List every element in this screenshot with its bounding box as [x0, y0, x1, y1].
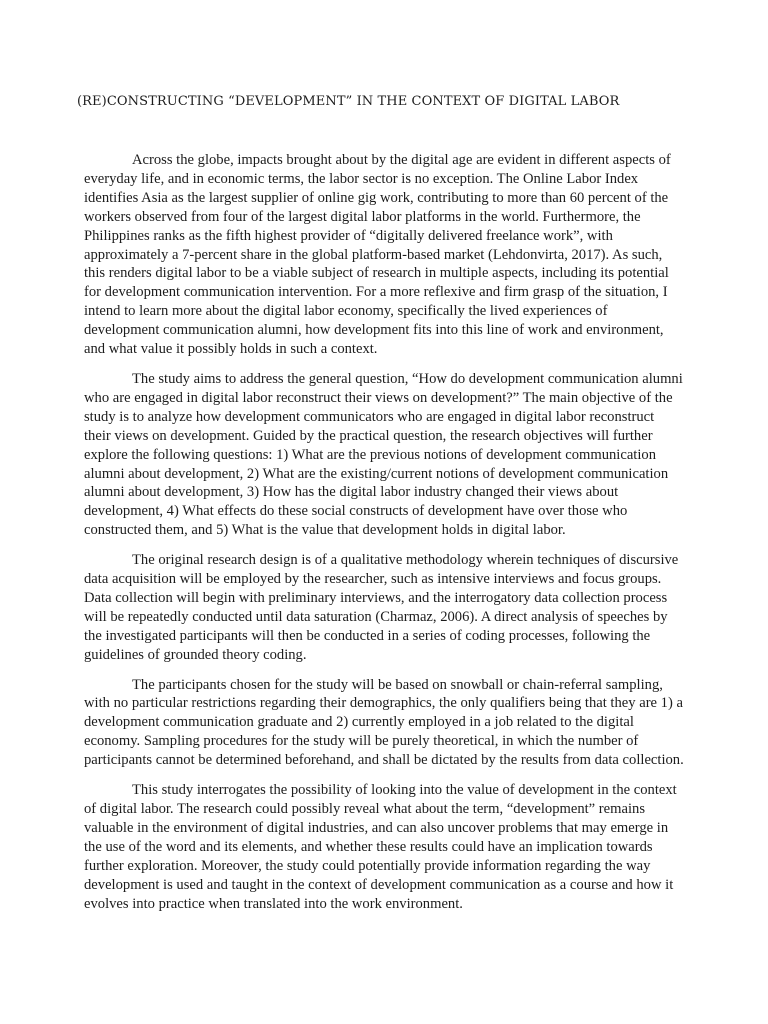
- paragraph-research-design: The original research design is of a qualitative methodology wherein techniques of discursive data acquisition will be employed by the researcher, such as intensive interviews and focus groups. Data collection will begin with preliminary interviews, and the interrogatory data collection process will be repeatedly conducted until data saturation (Charmaz, 2006). A direct analysis of speeches by the investigated participants will then be conducted in a series of coding processes, following the guidelines of grounded theory coding.: [84, 552, 679, 663]
- paragraph-introduction: Across the globe, impacts brought about by the digital age are evident in different aspects of everyday life, and in economic terms, the labor sector is no exception. The Online Labor Index identifies Asia as the largest supplier of online gig work, contributing to more than 60 percent of the workers observed from four of the largest digital labor platforms in the world. Furthermore, the Philippines ranks as the fifth highest provider of “digitally delivered freelance work”, with approximately a 7-percent share in the global platform-based market (Lehdonvirta, 2017). As such, this renders digital labor to be a viable subject of research in multiple aspects, including its potential for development communication intervention. For a more reflexive and firm grasp of the situation, I intend to learn more about the digital labor economy, specifically the lived experiences of development communication alumni, how development fits into this line of work and environment, and what value it possibly holds in such a context.: [84, 152, 671, 358]
- paragraph-significance: This study interrogates the possibility of looking into the value of development in the context of digital labor. The research could possibly reveal what about the term, “development” remains valuable in the environment of digital industries, and can also uncover problems that may emerge in the use of the word and its elements, and whether these results could have an implication towards further exploration. Moreover, the study could potentially provide information regarding the way development is used and taught in the context of development communication as a course and how it evolves into practice when translated into the work environment.: [84, 782, 677, 912]
- document-body: [84, 151, 684, 913]
- paragraph-research-question: The study aims to address the general question, “How do development communication alumni who are engaged in digital labor reconstruct their views on development?” The main objective of the study is to analyze how development communicators who are engaged in digital labor reconstruct their views on development. Guided by the practical question, the research objectives will further explore the following questions: 1) What are the previous notions of development communication alumni about development, 2) What are the existing/current notions of development communication alumni about development, 3) How has the digital labor industry changed their views about development, 4) What effects do these social constructs of development have over those who constructed them, and 5) What is the value that development holds in digital labor.: [84, 370, 683, 539]
- paragraph-participants: The participants chosen for the study will be based on snowball or chain-referral sampling, with no particular restrictions regarding their demographics, the only qualifiers being that they are 1) a development communication graduate and 2) currently employed in a job related to the digital economy. Sampling procedures for the study will be purely theoretical, in which the number of participants cannot be determined beforehand, and shall be dictated by the results from data collection.: [84, 676, 684, 769]
- document-title: (RE)CONSTRUCTING “DEVELOPMENT” IN THE CONTEXT OF DIGITAL LABOR: [77, 94, 620, 109]
